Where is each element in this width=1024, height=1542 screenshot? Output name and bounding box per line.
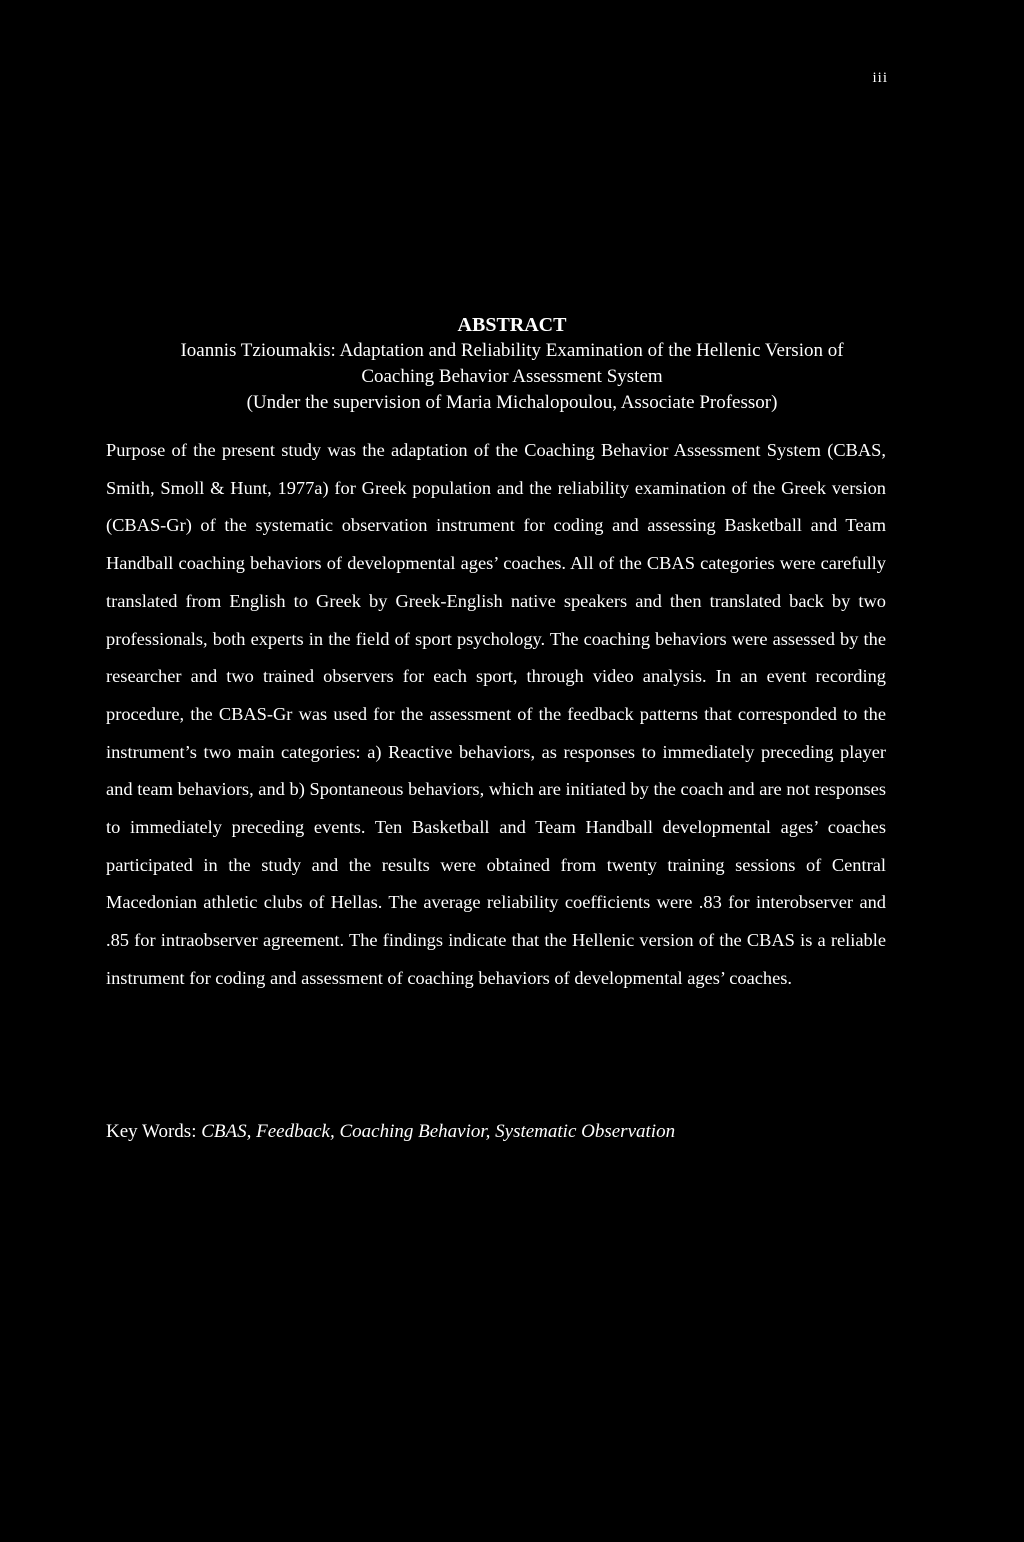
abstract-header — [100, 312, 924, 416]
keywords-value: CBAS, Feedback, Coaching Behavior, Systematic Observation — [201, 1121, 676, 1142]
author-title-line-1: Ioannis Tzioumakis: Adaptation and Reliability Examination of the Hellenic Version of — [180, 340, 844, 361]
page-number: iii — [872, 70, 888, 86]
abstract-body: Purpose of the present study was the adaptation of the Coaching Behavior Assessment System (CBAS, Smith, Smoll & Hunt, 1977a) for Greek population and the reliability examination of the Greek version (CBAS-Gr) of the systematic observation instrument for coding and assessing Basketball and Team Handball coaching behaviors of developmental ages’ coaches. All of the CBAS categories were carefully translated from English to Greek by Greek-English native speakers and then translated back by two professionals, both experts in the field of sport psychology. The coaching behaviors were assessed by the researcher and two trained observers for each sport, through video analysis. In an event recording procedure, the CBAS-Gr was used for the assessment of the feedback patterns that corresponded to the instrument’s two main categories: a) Reactive behaviors, as responses to immediately preceding player and team behaviors, and b) Spontaneous behaviors, which are initiated by the coach and are not responses to immediately preceding events. Ten Basketball and Team Handball developmental ages’ coaches participated in the study and the results were obtained from twenty training sessions of Central Macedonian athletic clubs of Hellas. The average reliability coefficients were .83 for interobserver and .85 for intraobserver agreement. The findings indicate that the Hellenic version of the CBAS is a reliable instrument for coding and assessment of coaching behaviors of developmental ages’ coaches. — [106, 440, 886, 988]
keywords-label: Key Words: — [106, 1121, 202, 1142]
abstract-title: ABSTRACT — [457, 314, 567, 336]
supervision-line: (Under the supervision of Maria Michalopoulou, Associate Professor) — [246, 392, 778, 413]
keywords-line — [106, 1117, 906, 1147]
author-title-line-2: Coaching Behavior Assessment System — [361, 366, 663, 387]
